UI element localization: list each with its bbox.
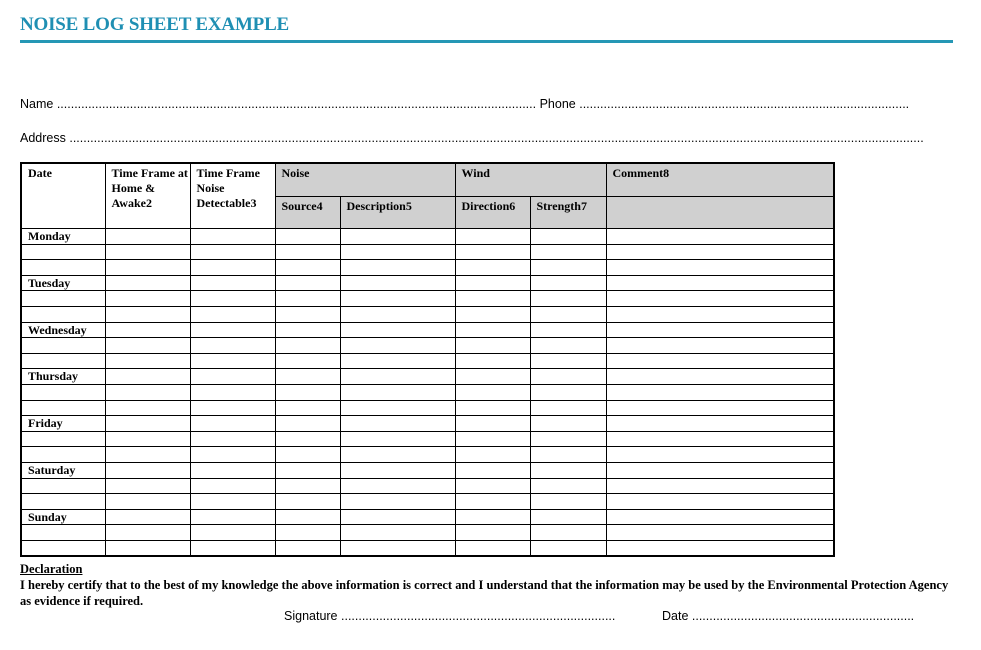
time-home-cell[interactable] xyxy=(105,462,190,478)
comment-cell[interactable] xyxy=(606,416,834,432)
header-comment-sub xyxy=(606,197,834,229)
comment-cell[interactable] xyxy=(606,478,834,494)
description-cell[interactable] xyxy=(340,540,455,556)
strength-cell[interactable] xyxy=(530,322,606,338)
direction-cell[interactable] xyxy=(455,275,530,291)
time-home-cell[interactable] xyxy=(105,447,190,463)
day-cell[interactable] xyxy=(21,525,105,541)
table-row xyxy=(21,338,834,354)
source-cell[interactable] xyxy=(275,447,340,463)
source-cell[interactable] xyxy=(275,416,340,432)
description-cell[interactable] xyxy=(340,291,455,307)
declaration-section xyxy=(20,561,950,609)
table-row xyxy=(21,322,834,338)
comment-cell[interactable] xyxy=(606,494,834,510)
time-noise-cell[interactable] xyxy=(190,478,275,494)
time-noise-cell[interactable] xyxy=(190,338,275,354)
time-noise-cell[interactable] xyxy=(190,306,275,322)
direction-cell[interactable] xyxy=(455,369,530,385)
header-strength: Strength7 xyxy=(530,197,606,229)
strength-cell[interactable] xyxy=(530,509,606,525)
name-field[interactable]: .......................................................................................................................................... xyxy=(56,97,537,111)
direction-cell[interactable] xyxy=(455,322,530,338)
source-cell[interactable] xyxy=(275,338,340,354)
direction-cell[interactable] xyxy=(455,540,530,556)
header-description: Description5 xyxy=(340,197,455,229)
source-cell[interactable] xyxy=(275,540,340,556)
comment-cell[interactable] xyxy=(606,275,834,291)
direction-cell[interactable] xyxy=(455,244,530,260)
strength-cell[interactable] xyxy=(530,462,606,478)
direction-cell[interactable] xyxy=(455,462,530,478)
description-cell[interactable] xyxy=(340,338,455,354)
description-cell[interactable] xyxy=(340,275,455,291)
direction-cell[interactable] xyxy=(455,400,530,416)
table-row xyxy=(21,416,834,432)
time-home-cell[interactable] xyxy=(105,540,190,556)
day-cell[interactable] xyxy=(21,478,105,494)
strength-cell[interactable] xyxy=(530,369,606,385)
time-noise-cell[interactable] xyxy=(190,260,275,276)
time-home-cell[interactable] xyxy=(105,509,190,525)
source-cell[interactable] xyxy=(275,306,340,322)
time-noise-cell[interactable] xyxy=(190,509,275,525)
direction-cell[interactable] xyxy=(455,260,530,276)
source-cell[interactable] xyxy=(275,291,340,307)
description-cell[interactable] xyxy=(340,462,455,478)
date-field[interactable]: ................................................................ xyxy=(691,609,915,623)
direction-cell[interactable] xyxy=(455,416,530,432)
direction-cell[interactable] xyxy=(455,478,530,494)
noise-log-table xyxy=(20,162,835,557)
direction-cell[interactable] xyxy=(455,384,530,400)
day-cell: Saturday xyxy=(21,462,105,478)
day-cell[interactable] xyxy=(21,291,105,307)
direction-cell[interactable] xyxy=(455,509,530,525)
description-cell[interactable] xyxy=(340,260,455,276)
table-row xyxy=(21,260,834,276)
table-row xyxy=(21,244,834,260)
day-cell: Tuesday xyxy=(21,275,105,291)
table-row xyxy=(21,462,834,478)
signature-line xyxy=(284,609,615,623)
strength-cell[interactable] xyxy=(530,478,606,494)
date-line xyxy=(662,609,914,623)
time-home-cell[interactable] xyxy=(105,229,190,245)
address-line xyxy=(20,131,952,145)
strength-cell[interactable] xyxy=(530,353,606,369)
comment-cell[interactable] xyxy=(606,260,834,276)
title-rule xyxy=(20,40,953,43)
day-cell[interactable] xyxy=(21,384,105,400)
day-cell: Thursday xyxy=(21,369,105,385)
comment-cell[interactable] xyxy=(606,229,834,245)
table-row xyxy=(21,369,834,385)
table-row xyxy=(21,275,834,291)
phone-label: Phone xyxy=(539,97,576,111)
table-row xyxy=(21,509,834,525)
source-cell[interactable] xyxy=(275,322,340,338)
time-home-cell[interactable] xyxy=(105,338,190,354)
time-noise-cell[interactable] xyxy=(190,353,275,369)
day-cell: Sunday xyxy=(21,509,105,525)
table-row xyxy=(21,447,834,463)
strength-cell[interactable] xyxy=(530,540,606,556)
direction-cell[interactable] xyxy=(455,338,530,354)
strength-cell[interactable] xyxy=(530,229,606,245)
comment-cell[interactable] xyxy=(606,338,834,354)
strength-cell[interactable] xyxy=(530,291,606,307)
source-cell[interactable] xyxy=(275,353,340,369)
description-cell[interactable] xyxy=(340,322,455,338)
phone-field[interactable]: ............................................................................................... xyxy=(579,97,910,111)
date-label: Date xyxy=(662,609,689,623)
description-cell[interactable] xyxy=(340,369,455,385)
comment-cell[interactable] xyxy=(606,509,834,525)
table-row xyxy=(21,291,834,307)
strength-cell[interactable] xyxy=(530,338,606,354)
source-cell[interactable] xyxy=(275,431,340,447)
day-cell[interactable] xyxy=(21,400,105,416)
day-cell[interactable] xyxy=(21,306,105,322)
time-noise-cell[interactable] xyxy=(190,275,275,291)
source-cell[interactable] xyxy=(275,525,340,541)
time-noise-cell[interactable] xyxy=(190,416,275,432)
strength-cell[interactable] xyxy=(530,416,606,432)
source-cell[interactable] xyxy=(275,478,340,494)
time-noise-cell[interactable] xyxy=(190,291,275,307)
strength-cell[interactable] xyxy=(530,275,606,291)
day-cell[interactable] xyxy=(21,431,105,447)
time-noise-cell[interactable] xyxy=(190,540,275,556)
comment-cell[interactable] xyxy=(606,462,834,478)
day-cell: Friday xyxy=(21,416,105,432)
header-date: Date xyxy=(21,163,105,229)
time-home-cell[interactable] xyxy=(105,306,190,322)
strength-cell[interactable] xyxy=(530,306,606,322)
header-noise: Noise xyxy=(275,163,455,197)
day-cell: Monday xyxy=(21,229,105,245)
day-cell[interactable] xyxy=(21,353,105,369)
direction-cell[interactable] xyxy=(455,306,530,322)
header-time-noise: Time Frame Noise Detectable3 xyxy=(190,163,275,229)
comment-cell[interactable] xyxy=(606,369,834,385)
description-cell[interactable] xyxy=(340,229,455,245)
strength-cell[interactable] xyxy=(530,431,606,447)
source-cell[interactable] xyxy=(275,462,340,478)
description-cell[interactable] xyxy=(340,431,455,447)
description-cell[interactable] xyxy=(340,447,455,463)
time-home-cell[interactable] xyxy=(105,244,190,260)
time-noise-cell[interactable] xyxy=(190,525,275,541)
day-cell: Wednesday xyxy=(21,322,105,338)
time-noise-cell[interactable] xyxy=(190,244,275,260)
time-home-cell[interactable] xyxy=(105,478,190,494)
time-noise-cell[interactable] xyxy=(190,384,275,400)
day-cell[interactable] xyxy=(21,244,105,260)
description-cell[interactable] xyxy=(340,525,455,541)
time-noise-cell[interactable] xyxy=(190,322,275,338)
table-row xyxy=(21,353,834,369)
direction-cell[interactable] xyxy=(455,353,530,369)
table-row xyxy=(21,384,834,400)
source-cell[interactable] xyxy=(275,244,340,260)
table-row xyxy=(21,478,834,494)
comment-cell[interactable] xyxy=(606,306,834,322)
comment-cell[interactable] xyxy=(606,244,834,260)
comment-cell[interactable] xyxy=(606,525,834,541)
direction-cell[interactable] xyxy=(455,291,530,307)
direction-cell[interactable] xyxy=(455,494,530,510)
source-cell[interactable] xyxy=(275,275,340,291)
time-noise-cell[interactable] xyxy=(190,462,275,478)
log-table-body xyxy=(21,229,834,557)
header-comment: Comment8 xyxy=(606,163,834,197)
strength-cell[interactable] xyxy=(530,494,606,510)
comment-cell[interactable] xyxy=(606,353,834,369)
header-direction: Direction6 xyxy=(455,197,530,229)
name-phone-line xyxy=(20,97,950,111)
comment-cell[interactable] xyxy=(606,322,834,338)
description-cell[interactable] xyxy=(340,244,455,260)
strength-cell[interactable] xyxy=(530,525,606,541)
table-row xyxy=(21,229,834,245)
address-field[interactable]: ...................................................................................................................................................................................................................................................... xyxy=(69,131,924,145)
time-noise-cell[interactable] xyxy=(190,229,275,245)
document-title: NOISE LOG SHEET EXAMPLE xyxy=(20,14,290,35)
table-row xyxy=(21,400,834,416)
strength-cell[interactable] xyxy=(530,384,606,400)
strength-cell[interactable] xyxy=(530,260,606,276)
direction-cell[interactable] xyxy=(455,431,530,447)
time-home-cell[interactable] xyxy=(105,431,190,447)
description-cell[interactable] xyxy=(340,384,455,400)
description-cell[interactable] xyxy=(340,494,455,510)
day-cell[interactable] xyxy=(21,540,105,556)
strength-cell[interactable] xyxy=(530,447,606,463)
time-home-cell[interactable] xyxy=(105,494,190,510)
time-home-cell[interactable] xyxy=(105,291,190,307)
comment-cell[interactable] xyxy=(606,384,834,400)
signature-field[interactable]: ............................................................................... xyxy=(341,609,616,623)
time-noise-cell[interactable] xyxy=(190,447,275,463)
comment-cell[interactable] xyxy=(606,400,834,416)
time-noise-cell[interactable] xyxy=(190,369,275,385)
time-home-cell[interactable] xyxy=(105,400,190,416)
address-label: Address xyxy=(20,131,66,145)
strength-cell[interactable] xyxy=(530,400,606,416)
time-home-cell[interactable] xyxy=(105,369,190,385)
time-home-cell[interactable] xyxy=(105,275,190,291)
declaration-text: I hereby certify that to the best of my knowledge the above information is correct and I understand that the information may be used by the Environmental Protection Agency as evidence if required. xyxy=(20,578,949,608)
source-cell[interactable] xyxy=(275,509,340,525)
time-home-cell[interactable] xyxy=(105,525,190,541)
day-cell[interactable] xyxy=(21,447,105,463)
header-source: Source4 xyxy=(275,197,340,229)
day-cell[interactable] xyxy=(21,260,105,276)
time-home-cell[interactable] xyxy=(105,353,190,369)
time-noise-cell[interactable] xyxy=(190,400,275,416)
source-cell[interactable] xyxy=(275,400,340,416)
description-cell[interactable] xyxy=(340,416,455,432)
time-home-cell[interactable] xyxy=(105,322,190,338)
time-noise-cell[interactable] xyxy=(190,494,275,510)
table-row xyxy=(21,306,834,322)
time-noise-cell[interactable] xyxy=(190,431,275,447)
source-cell[interactable] xyxy=(275,229,340,245)
day-cell[interactable] xyxy=(21,494,105,510)
signature-label: Signature xyxy=(284,609,338,623)
comment-cell[interactable] xyxy=(606,540,834,556)
direction-cell[interactable] xyxy=(455,229,530,245)
time-home-cell[interactable] xyxy=(105,416,190,432)
description-cell[interactable] xyxy=(340,353,455,369)
table-row xyxy=(21,540,834,556)
day-cell[interactable] xyxy=(21,338,105,354)
source-cell[interactable] xyxy=(275,260,340,276)
comment-cell[interactable] xyxy=(606,431,834,447)
table-row xyxy=(21,431,834,447)
name-label: Name xyxy=(20,97,54,111)
source-cell[interactable] xyxy=(275,369,340,385)
time-home-cell[interactable] xyxy=(105,384,190,400)
description-cell[interactable] xyxy=(340,400,455,416)
direction-cell[interactable] xyxy=(455,525,530,541)
comment-cell[interactable] xyxy=(606,447,834,463)
declaration-heading: Declaration xyxy=(20,562,83,576)
description-cell[interactable] xyxy=(340,509,455,525)
source-cell[interactable] xyxy=(275,384,340,400)
header-time-home: Time Frame at Home & Awake2 xyxy=(105,163,190,229)
table-row xyxy=(21,525,834,541)
header-wind: Wind xyxy=(455,163,606,197)
strength-cell[interactable] xyxy=(530,244,606,260)
direction-cell[interactable] xyxy=(455,447,530,463)
description-cell[interactable] xyxy=(340,306,455,322)
comment-cell[interactable] xyxy=(606,291,834,307)
source-cell[interactable] xyxy=(275,494,340,510)
description-cell[interactable] xyxy=(340,478,455,494)
time-home-cell[interactable] xyxy=(105,260,190,276)
table-row xyxy=(21,494,834,510)
